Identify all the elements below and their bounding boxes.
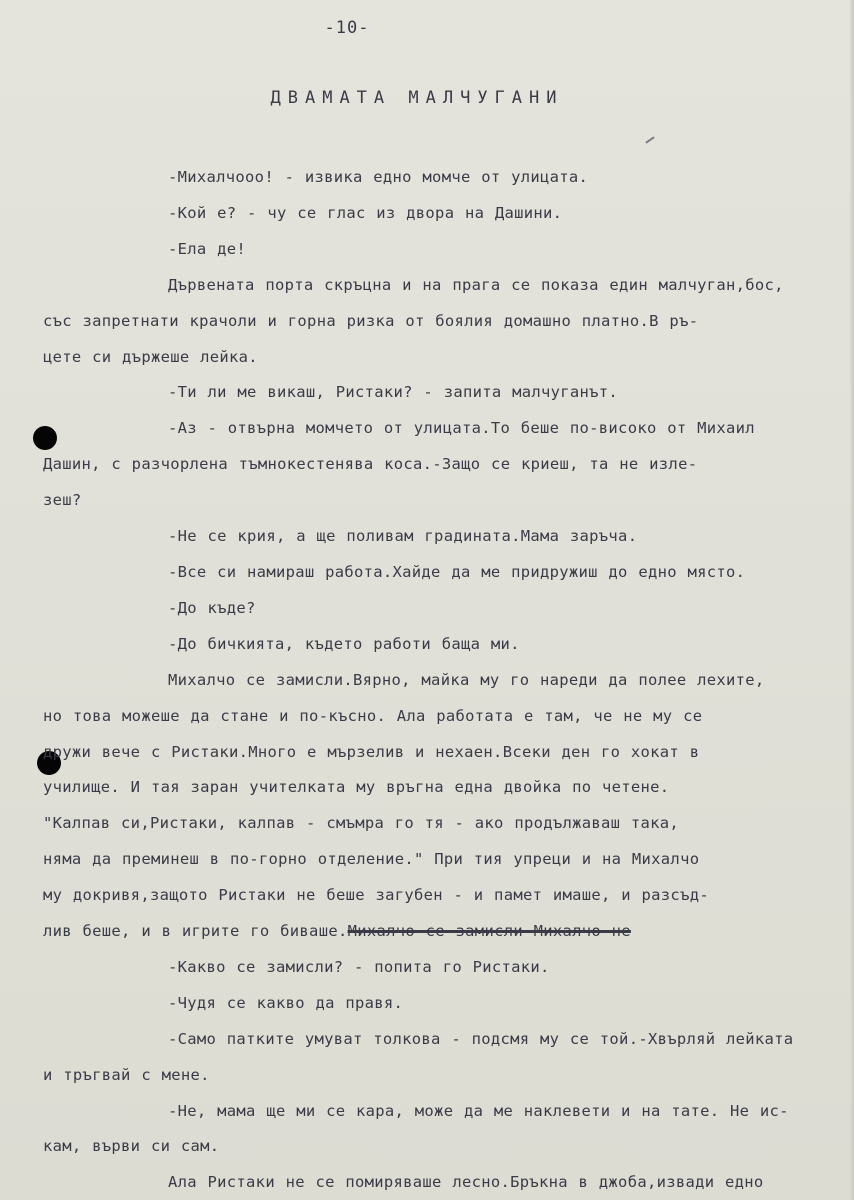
text-line: -Михалчооо! - извика едно момче от улицата. xyxy=(168,168,589,186)
text-line: Дървената порта скръцна и на прага се показа един малчуган,бос, xyxy=(168,275,784,294)
text-line: -Аз - отвърна момчето от улицата.То беше по-високо от Михаил xyxy=(168,419,755,438)
text-line: му докривя,защото Ристаки не беше загубен - и памет имаше, и разсъд- xyxy=(43,886,709,905)
text-line: Михалчо се замисли.Вярно, майка му го нареди да полее лехите, xyxy=(168,670,765,689)
text-line: Ала Ристаки не се помиряваше лесно.Бръкна в джоба,извади едно xyxy=(168,1173,764,1192)
text-line: -Не се крия, а ще поливам градината.Мама заръча. xyxy=(168,527,638,546)
text-line: зеш? xyxy=(43,491,82,510)
text-line: -Ела де! xyxy=(168,239,247,258)
text-line: но това можеше да стане и по-късно. Ала работата е там, че не му се xyxy=(43,706,703,725)
document-body xyxy=(43,160,848,1200)
text-line: и тръгвай с мене. xyxy=(43,1065,210,1084)
text-line: -Само патките умуват толкова - подсмя му се той.-Хвърляй лейката xyxy=(168,1029,794,1048)
document-title: ДВАМАТА МАЛЧУГАНИ xyxy=(270,88,564,108)
text-line: кам, върви си сам. xyxy=(43,1137,220,1156)
text-line: няма да преминеш в по-горно отделение." При тия упреци и на Михалчо xyxy=(43,850,700,869)
text-line: "Калпав си,Ристаки, калпав - смъмра го тя - ако продължаваш така, xyxy=(43,814,680,833)
text-fragment: лив беше, и в игрите го биваше. xyxy=(43,922,348,941)
text-line: със запретнати крачоли и горна ризка от боялия домашно платно.В ръ- xyxy=(43,311,699,330)
text-line: училище. И тая заран учителката му връгна една двойка по четене. xyxy=(43,778,670,797)
text-line: -Кой е? - чу се глас из двора на Дашини. xyxy=(168,203,563,222)
text-line xyxy=(43,914,848,950)
pencil-mark xyxy=(645,136,654,143)
text-line: -Ти ли ме викаш, Ристаки? - запита малчуганът. xyxy=(168,383,619,402)
struck-out-text: Михалчо се замисли Михалчо не xyxy=(347,922,631,941)
text-line: -Все си намираш работа.Хайде да ме придружиш до едно място. xyxy=(168,562,746,581)
text-line: -До бичкията, където работи баща ми. xyxy=(168,634,520,653)
text-line: Дашин, с разчорлена тъмнокестенява коса.-Защо се криеш, та не изле- xyxy=(43,455,698,474)
text-line: -Не, мама ще ми се кара, може да ме наклевети и на тате. Не ис- xyxy=(168,1101,789,1120)
page-edge xyxy=(850,0,854,1200)
text-line: -До къде? xyxy=(168,598,256,617)
text-line: -Какво се замисли? - попита го Ристаки. xyxy=(168,957,550,976)
text-line: -Чудя се какво да правя. xyxy=(168,993,404,1012)
text-line: дружи вече с Ристаки.Много е мързелив и нехаен.Всеки ден го хокат в xyxy=(43,742,700,761)
text-line: цете си държеше лейка. xyxy=(43,347,258,366)
page-number: -10- xyxy=(324,18,370,38)
